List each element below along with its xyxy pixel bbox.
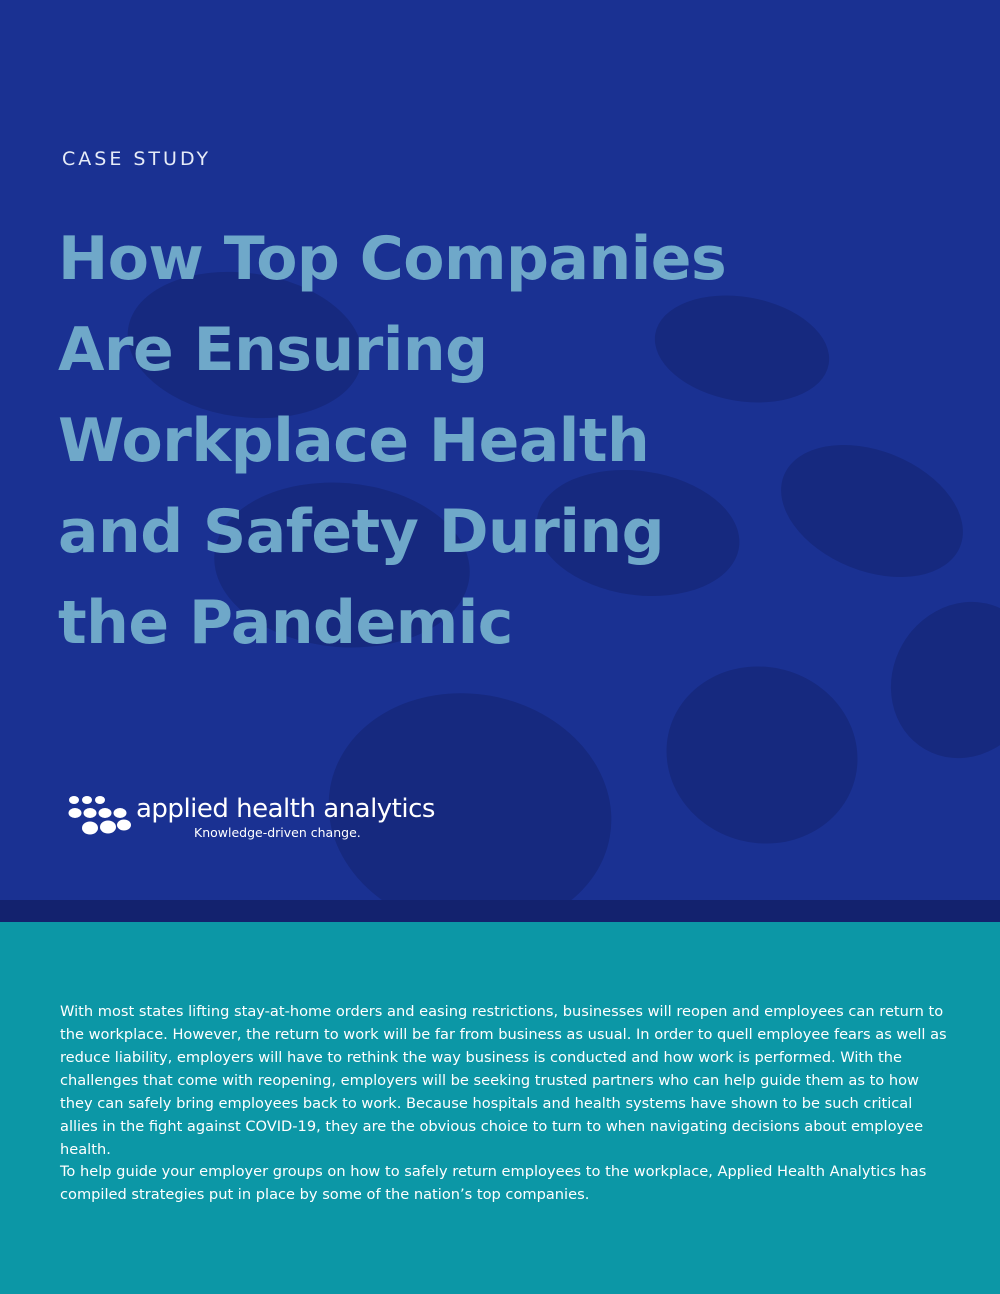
dots-logo-icon <box>66 792 136 842</box>
title-line: How Top Companies <box>58 224 727 294</box>
intro-paragraph: With most states lifting stay-at-home orders and easing restrictions, businesses will reopen and employees can return to the workplace. However, the return to work will be far from business as usual. In order to quell employee fears as well as reduce liability, employers will have to rethink the way business is conducted and how work is performed. With the challenges that come with reopening, employers will be seeking trusted partners who can help guide them as to how they can safely bring employees back to work. Because hospitals and health systems have shown to be such critical allies in the fight against COVID-19, they are the obvious choice to turn to when navigating decisions about employee health. <box>60 1003 947 1158</box>
title-line: Workplace Health <box>58 406 650 476</box>
logo-tagline: Knowledge-driven change. <box>194 825 361 840</box>
divider-band <box>0 900 1000 922</box>
title-line: and Safety During <box>58 497 665 567</box>
decor-ellipse <box>310 671 631 900</box>
title-line: the Pandemic <box>58 588 513 658</box>
intro-section <box>0 922 1000 1294</box>
page-title <box>58 214 818 669</box>
title-line: Are Ensuring <box>58 315 488 385</box>
decor-ellipse <box>646 645 877 865</box>
company-logo <box>66 792 446 852</box>
document-eyebrow: CASE STUDY <box>62 148 212 170</box>
logo-wordmark: applied health analytics <box>136 794 435 824</box>
decor-ellipse <box>863 575 1000 786</box>
intro-paragraph: To help guide your employer groups on how to safely return employees to the workplace, Applied Health Analytics has compiled strategies put in place by some of the nation’s top companies. <box>60 1163 927 1203</box>
